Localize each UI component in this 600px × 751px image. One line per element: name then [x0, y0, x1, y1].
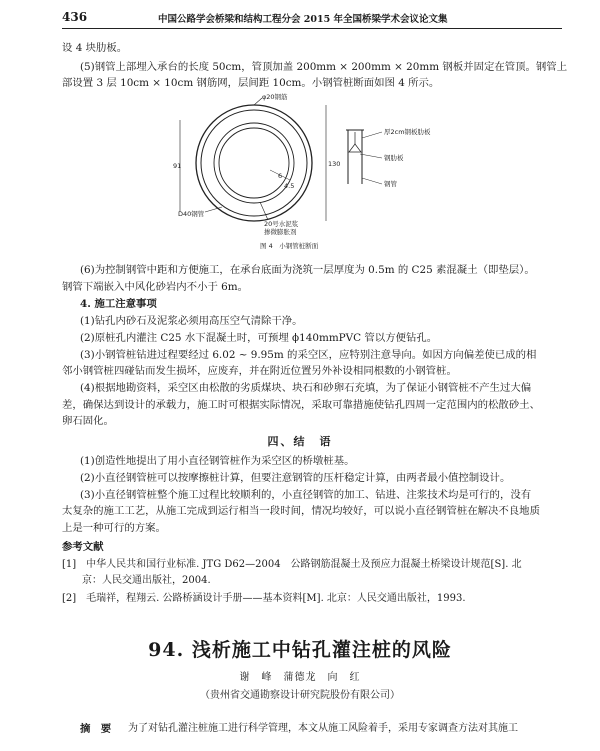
body-line: (6)为控制钢管中距和方便施工，在承台底面为浇筑一层厚度为 0.5m 的 C25 素混凝土（即垫层）。	[80, 264, 535, 276]
running-title: 中国公路学会桥梁和结构工程分会 2015 年全国桥梁学术会议论文集	[158, 14, 448, 25]
intro-line: 部设置 3 层 10cm × 10cm 钢筋网，层间距 10cm。小钢管桩断面如图 4 所示。	[62, 77, 440, 89]
intro-line: (5)钢管上部埋入承台的长度 50cm，管顶加盖 200mm × 200mm × 20mm 钢板并固定在管顶。钢管上	[80, 61, 568, 73]
pile-section-figure	[150, 92, 450, 252]
intro-line: 设 4 块肋板。	[62, 42, 128, 54]
reference-item: 京：人民交通出版社，2004.	[62, 575, 211, 586]
grout-label-2: 掺微膨胀剂	[264, 228, 297, 236]
dim-130: 130	[328, 160, 341, 168]
outer-pipe-circle	[196, 105, 312, 221]
dim-91: 91	[173, 162, 182, 170]
plate-label: 厚2cm钢板肋板	[384, 128, 431, 136]
conclusion-line: (1)创造性地提出了用小直径钢管桩作为采空区的桥墩桩基。	[80, 455, 355, 467]
section-line: (1)钻孔内砂石及泥浆必须用高压空气清除干净。	[80, 315, 303, 327]
inner-pipe-circle	[201, 110, 307, 216]
figure-caption: 图 4 小钢管桩断面	[260, 242, 319, 250]
core-circle	[219, 128, 289, 198]
references-heading: 参考文献	[62, 541, 104, 553]
section-line: 邻小钢管桩四碰钻而发生损坏，应废弃，并在附近位置另外补设相同根数的小钢管桩。	[62, 365, 457, 377]
section-line: (4)根据地勘资料，采空区由松散的劣质煤块、块石和砂卵石充填，为了保证小钢管桩不产生过大偏	[80, 382, 532, 394]
abstract-label: 摘 要	[80, 723, 112, 735]
conclusion-heading: 四、结 语	[267, 435, 333, 448]
reference-item: [1] 中华人民共和国行业标准. JTG D62—2004 公路钢筋混凝土及预应力混凝土桥梁设计规范[S]. 北	[62, 559, 522, 570]
page-number: 436	[62, 10, 88, 24]
conclusion-line: (2)小直径钢管桩可以按摩擦桩计算，但要注意钢管的压杆稳定计算，由两者最小值控制设计。	[80, 472, 511, 484]
header-rule	[62, 28, 562, 29]
body-line: 钢管下端嵌入中风化砂岩内不小于 6m。	[62, 281, 249, 293]
section-line: 卵石固化。	[62, 415, 114, 427]
article-title: 94. 浅析施工中钻孔灌注桩的风险	[148, 639, 452, 661]
page-header	[62, 10, 562, 26]
abstract-text: 为了对钻孔灌注桩施工进行科学管理，本文从施工风险着手，采用专家调查方法对其施工	[128, 723, 518, 734]
d40-label: D40钢管	[178, 210, 205, 218]
dim-45: 4.5	[284, 182, 295, 190]
section-line: (2)原桩孔内灌注 C25 水下混凝土时，可预埋 ϕ140mmPVC 管以方便钻孔。	[80, 332, 438, 344]
section-heading: 4. 施工注意事项	[80, 298, 157, 310]
article-affiliation: （贵州省交通勘察设计研究院股份有限公司）	[200, 690, 400, 701]
rebar-label: φ20钢筋	[262, 93, 288, 101]
section-line: (3)小钢管桩钻进过程要经过 6.02 ~ 9.95m 的采空区，应特别注意导向。如因方向偏差使已成的相	[80, 349, 537, 361]
pipe-label: 钢管	[384, 180, 397, 188]
grout-label: 20号水泥浆	[264, 220, 299, 228]
conclusion-line: 上是一种可行的方案。	[62, 522, 166, 534]
section-line: 差，确保达到设计的承载力，施工时可根据实际情况，采取可靠措施使钻孔四周一定范围内的松散砂土、	[62, 399, 540, 411]
rib-label: 钢肋板	[384, 154, 404, 162]
grout-circle	[214, 123, 294, 203]
reference-item: [2] 毛瑞祥，程翔云. 公路桥涵设计手册——基本资料[M]. 北京：人民交通出版社，1993.	[62, 593, 466, 604]
conclusion-line: 太复杂的施工工艺，从施工完成到运行相当一段时间，情况均较好，可以说小直径钢管桩在解决不良地质	[62, 505, 540, 517]
conclusion-line: (3)小直径钢管桩整个施工过程比较顺利的，小直径钢管的加工、钻进、注浆技术均是可行的，没有	[80, 489, 532, 501]
article-authors: 谢 峰 蒲德龙 向 红	[239, 672, 361, 683]
dim-6: 6	[278, 172, 283, 180]
